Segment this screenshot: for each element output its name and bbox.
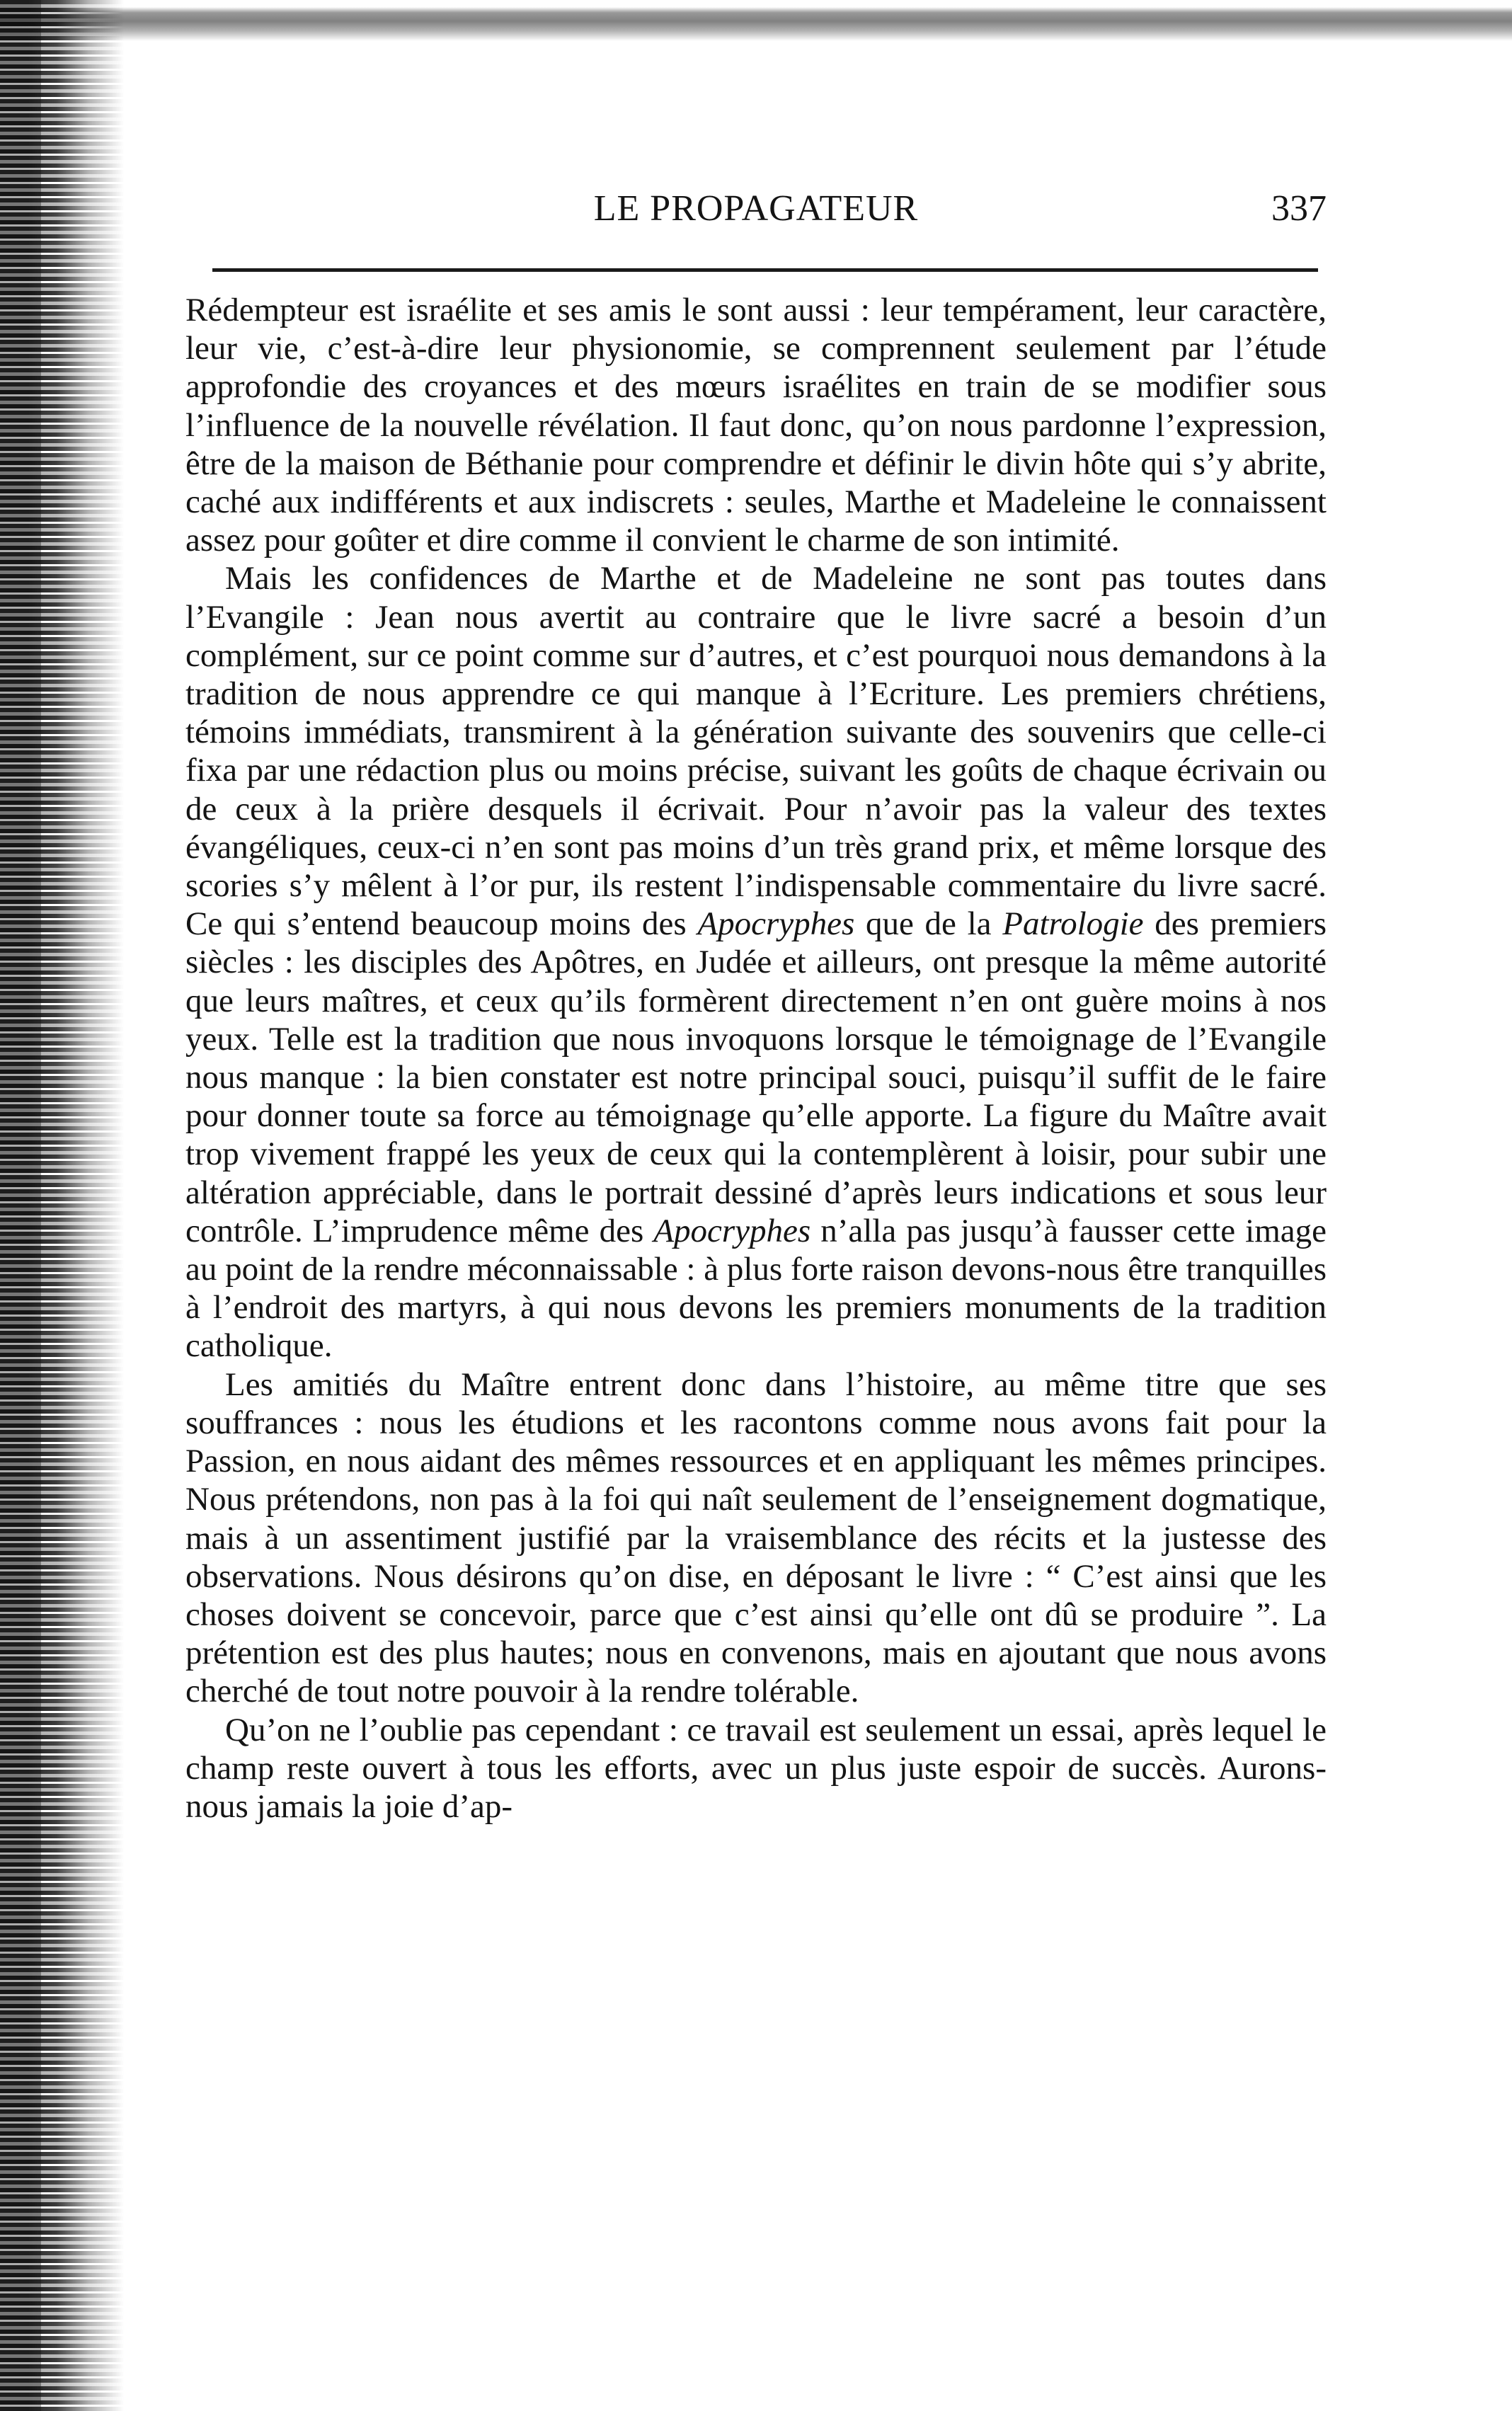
paragraph-2-part-b: que de la [865, 905, 992, 943]
scan-top-edge [0, 0, 1512, 41]
paragraph-2-part-c: des premiers siècles : les disciples des Apôtres, en Judée et ailleurs, ont presque la même autorité que leurs maîtres, et ceux qu’ils formèrent directement n’en ont guère moins à nos yeux. Telle est la tradition que nous invoquons lorsque le témoignage de l’Evangile nous manque : la bien constater est notre principal souci, puisqu’il suffit de le faire pour donner toute sa force au témoignage qu’elle apporte. La figure du Maître avait trop vivement frappé les yeux de ceux qui la contemplèrent à loisir, pour subir une altération appréciable, dans le portrait dessiné d’après leurs indications et sous leur contrôle. L’imprudence même des [185, 905, 1327, 1249]
body-text [185, 291, 1327, 1826]
header-rule [212, 268, 1318, 272]
italic-patrologie: Patrologie [1002, 905, 1144, 943]
page-header [185, 181, 1327, 237]
running-head: LE PROPAGATEUR [593, 188, 919, 229]
paragraph-2-part-a: Mais les confidences de Marthe et de Madeleine ne sont pas toutes dans l’Evangile : Jean nous avertit au contraire que le livre sacré a besoin d’un complément, sur ce point comme sur d’autres, et c’est pourquoi nous demandons à la tradition de nous apprendre ce qui manque à l’Ecriture. Les premiers chrétiens, témoins immédiats, transmirent à la génération suivante des souvenirs que celle-ci fixa par une rédaction plus ou moins précise, suivant les goûts de chaque écrivain ou de ceux à la prière desquels il écrivait. Pour n’avoir pas la valeur des textes évangéliques, ceux-ci n’en sont pas moins d’un très grand prix, et même lorsque des scories s’y mêlent à l’or pur, ils restent l’indispensable commentaire du livre sacré. Ce qui s’entend beaucoup moins des [185, 560, 1327, 943]
paragraph-1: Rédempteur est israélite et ses amis le sont aussi : leur tempérament, leur caractère, leur vie, c’est-à-dire leur physionomie, se comprennent seulement par l’étude approfondie des croyances et des mœurs israélites en train de se modifier sous l’influence de la nouvelle révélation. Il faut donc, qu’on nous pardonne l’expression, être de la maison de Béthanie pour comprendre et définir le divin hôte qui s’y abrite, caché aux indifférents et aux indiscrets : seules, Marthe et Madeleine le connaissent assez pour goûter et dire comme il convient le charme de son intimité. [185, 292, 1327, 559]
paragraph-2 [185, 559, 1327, 1365]
paragraph-3: Les amitiés du Maître entrent donc dans l’histoire, au même titre que ses souffrances : nous les étudions et les racontons comme nous avons fait pour la Passion, en nous aidant des mêmes ressources et en appliquant les mêmes principes. Nous prétendons, non pas à la foi qui naît seulement de l’enseignement dogmatique, mais à un assentiment justifié par la vraisemblance des récits et la justesse des observations. Nous désirons qu’on dise, en déposant le livre : “ C’est ainsi que les choses doivent se concevoir, parce que c’est ainsi qu’elle ont dû se produire ”. La prétention est des plus hautes; nous en convenons, mais en ajoutant que nous avons cherché de tout notre pouvoir à la rendre tolérable. [185, 1365, 1327, 1710]
page-number: 337 [1271, 188, 1327, 229]
paragraph-4: Qu’on ne l’oublie pas cependant : ce travail est seulement un essai, après lequel le champ reste ouvert à tous les efforts, avec un plus juste espoir de succès. Aurons-nous jamais la joie d’ap- [185, 1711, 1327, 1825]
paragraph-2-part-d: n’alla pas jusqu’à fausser cette image au point de la rendre méconnaissable : à plus forte raison devons-nous être tranquilles à l’endroit des martyrs, à qui nous devons les premiers monuments de la tradition catholique. [185, 1212, 1327, 1365]
italic-apocryphes-1: Apocryphes [697, 905, 855, 943]
scan-left-shadow [0, 0, 41, 2411]
italic-apocryphes-2: Apocryphes [653, 1212, 811, 1249]
